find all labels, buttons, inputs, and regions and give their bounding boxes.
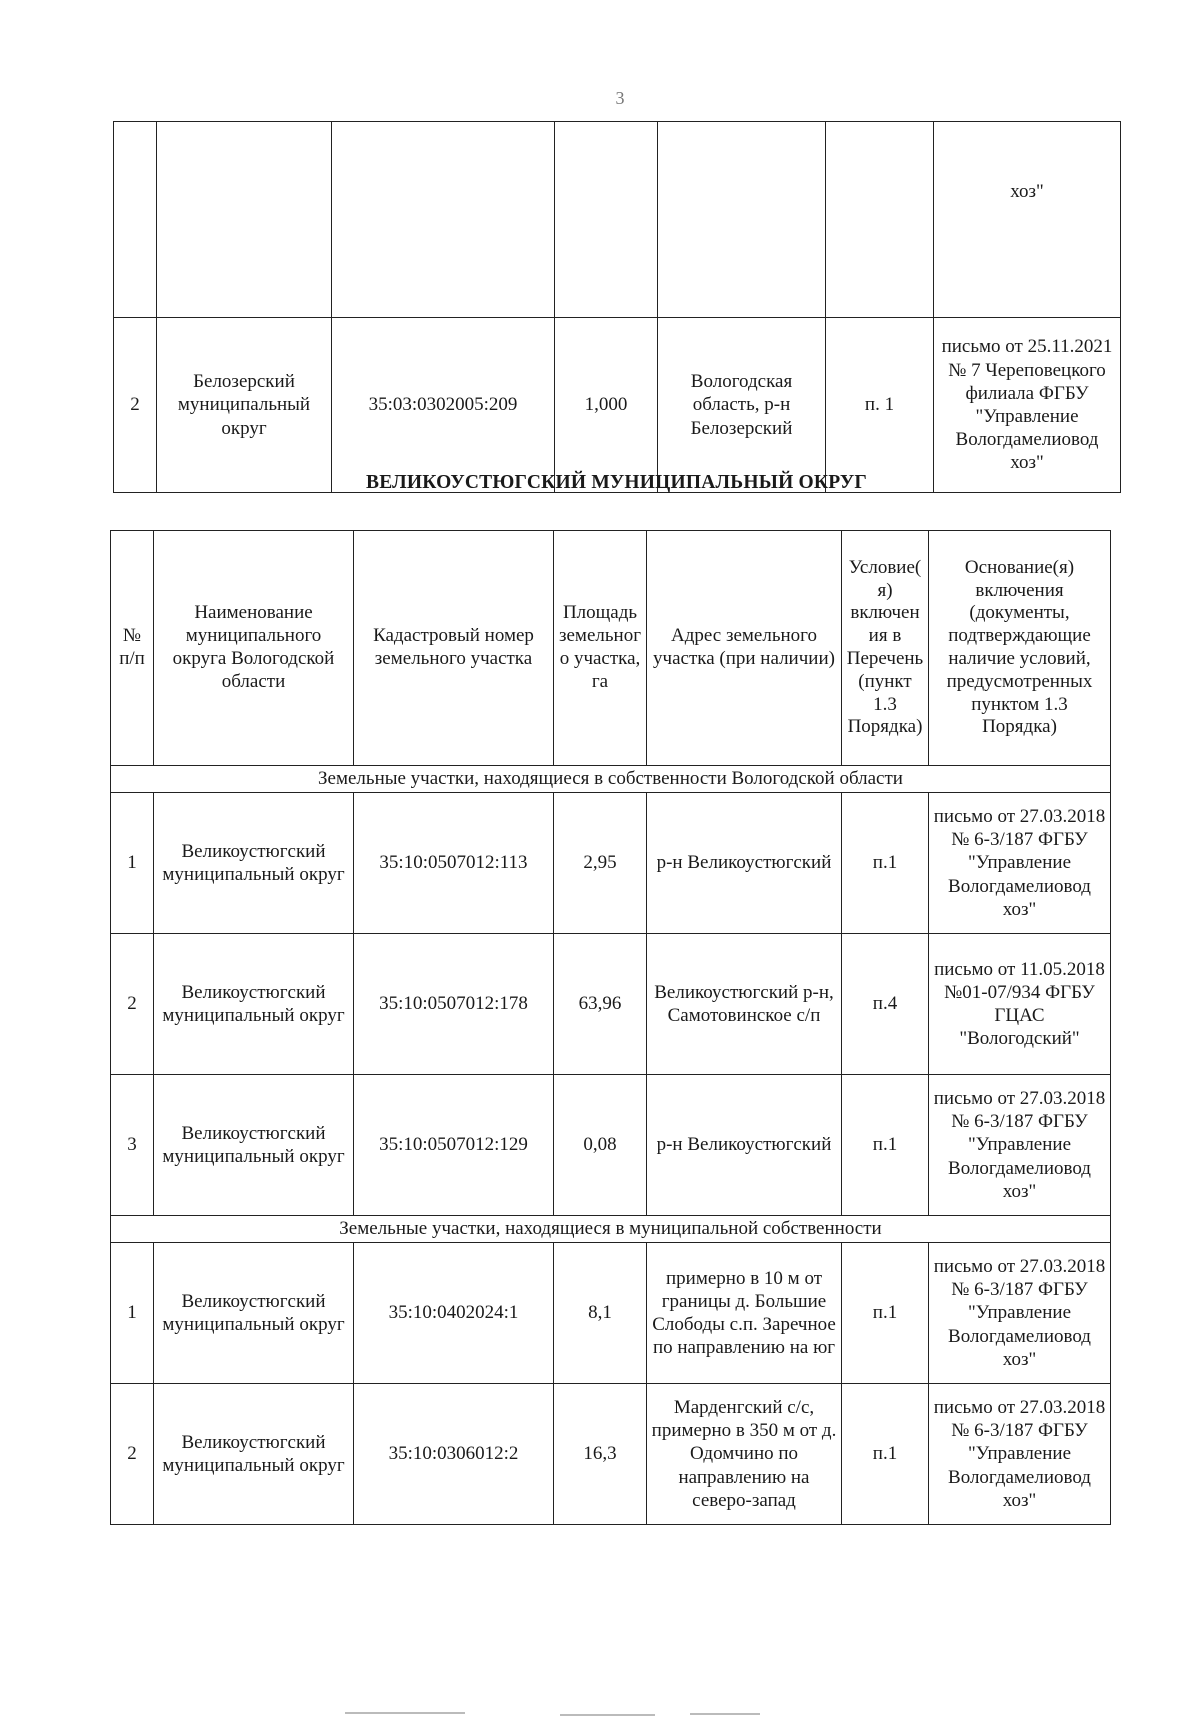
- cell-empty: [555, 122, 658, 318]
- cell-area: 1,000: [555, 318, 658, 493]
- table-row: [111, 1384, 1111, 1525]
- previous-district-table: [113, 121, 1121, 493]
- table-row-continuation: [114, 122, 1121, 318]
- scan-artifact: [345, 1712, 465, 1714]
- cell-address: Марденгский с/с, примерно в 350 м от д. Одомчино по направлению на северо-запад: [647, 1384, 842, 1525]
- table-row: [111, 934, 1111, 1075]
- cell-empty: [114, 122, 157, 318]
- cell-okrug: Великоустюгский муниципальный округ: [154, 1243, 354, 1384]
- cell-address: примерно в 10 м от границы д. Большие Слободы с.п. Заречное по направлению на юг: [647, 1243, 842, 1384]
- group-heading-row: [111, 1216, 1111, 1243]
- header-condition: Условие(я) включения в Перечень (пункт 1.3 Порядка): [842, 531, 929, 766]
- cell-area: 8,1: [554, 1243, 647, 1384]
- cell-condition: п.4: [842, 934, 929, 1075]
- page-number: 3: [615, 88, 625, 108]
- header-okrug: Наименование муниципального округа Вологодской области: [154, 531, 354, 766]
- cell-condition: п.1: [842, 793, 929, 934]
- cell-okrug: Великоустюгский муниципальный округ: [154, 1075, 354, 1216]
- scan-artifact: [690, 1713, 760, 1715]
- header-address: Адрес земельного участка (при наличии): [647, 531, 842, 766]
- cell-basis: письмо от 25.11.2021 № 7 Череповецкого филиала ФГБУ "Управление Вологдамелиовод хоз": [934, 318, 1121, 493]
- table-row: [111, 1075, 1111, 1216]
- cell-basis: хоз": [934, 122, 1121, 318]
- cell-area: 0,08: [554, 1075, 647, 1216]
- cell-num: 1: [111, 793, 154, 934]
- table-row: [111, 793, 1111, 934]
- cell-condition: п.1: [842, 1243, 929, 1384]
- cell-empty: [826, 122, 934, 318]
- header-cadastral: Кадастровый номер земельного участка: [354, 531, 554, 766]
- cell-area: 2,95: [554, 793, 647, 934]
- cell-basis: письмо от 27.03.2018 № 6-3/187 ФГБУ "Управление Вологдамелиовод хоз": [929, 1075, 1111, 1216]
- cell-condition: п. 1: [826, 318, 934, 493]
- cell-cadastral: 35:10:0507012:178: [354, 934, 554, 1075]
- cell-cadastral: 35:10:0507012:113: [354, 793, 554, 934]
- cell-cadastral: 35:10:0507012:129: [354, 1075, 554, 1216]
- cell-area: 16,3: [554, 1384, 647, 1525]
- scan-artifact: [560, 1714, 655, 1716]
- cell-cadastral: 35:03:0302005:209: [332, 318, 555, 493]
- cell-basis: письмо от 27.03.2018 № 6-3/187 ФГБУ "Управление Вологдамелиовод хоз": [929, 793, 1111, 934]
- cell-okrug: Великоустюгский муниципальный округ: [154, 1384, 354, 1525]
- cell-num: 1: [111, 1243, 154, 1384]
- header-basis: Основание(я) включения (документы, подтверждающие наличие условий, предусмотренных пунктом 1.3 Порядка): [929, 531, 1111, 766]
- cell-address: Великоустюгский р-н, Самотовинское с/п: [647, 934, 842, 1075]
- cell-empty: [332, 122, 555, 318]
- group-title: Земельные участки, находящиеся в муниципальной собственности: [111, 1216, 1111, 1243]
- cell-condition: п.1: [842, 1075, 929, 1216]
- section-title: ВЕЛИКОУСТЮГСКИЙ МУНИЦИПАЛЬНЫЙ ОКРУГ: [366, 472, 867, 493]
- group-title: Земельные участки, находящиеся в собственности Вологодской области: [111, 766, 1111, 793]
- cell-address: р-н Великоустюгский: [647, 793, 842, 934]
- cell-cadastral: 35:10:0306012:2: [354, 1384, 554, 1525]
- cell-okrug: Великоустюгский муниципальный округ: [154, 793, 354, 934]
- table-row: [114, 318, 1121, 493]
- cell-num: 2: [114, 318, 157, 493]
- velikoustyug-table: [110, 530, 1111, 1525]
- cell-empty: [157, 122, 332, 318]
- cell-basis: письмо от 27.03.2018 № 6-3/187 ФГБУ "Управление Вологдамелиовод хоз": [929, 1243, 1111, 1384]
- cell-num: 2: [111, 1384, 154, 1525]
- cell-num: 2: [111, 934, 154, 1075]
- table-row: [111, 1243, 1111, 1384]
- header-area: Площадь земельного участка, га: [554, 531, 647, 766]
- cell-empty: [658, 122, 826, 318]
- group-heading-row: [111, 766, 1111, 793]
- header-num: № п/п: [111, 531, 154, 766]
- cell-condition: п.1: [842, 1384, 929, 1525]
- cell-basis: письмо от 11.05.2018 №01-07/934 ФГБУ ГЦАС "Вологодский": [929, 934, 1111, 1075]
- cell-area: 63,96: [554, 934, 647, 1075]
- cell-address: р-н Великоустюгский: [647, 1075, 842, 1216]
- table-header-row: [111, 531, 1111, 766]
- cell-basis: письмо от 27.03.2018 № 6-3/187 ФГБУ "Управление Вологдамелиовод хоз": [929, 1384, 1111, 1525]
- cell-okrug: Великоустюгский муниципальный округ: [154, 934, 354, 1075]
- cell-okrug: Белозерский муниципальный округ: [157, 318, 332, 493]
- cell-cadastral: 35:10:0402024:1: [354, 1243, 554, 1384]
- cell-address: Вологодская область, р-н Белозерский: [658, 318, 826, 493]
- cell-num: 3: [111, 1075, 154, 1216]
